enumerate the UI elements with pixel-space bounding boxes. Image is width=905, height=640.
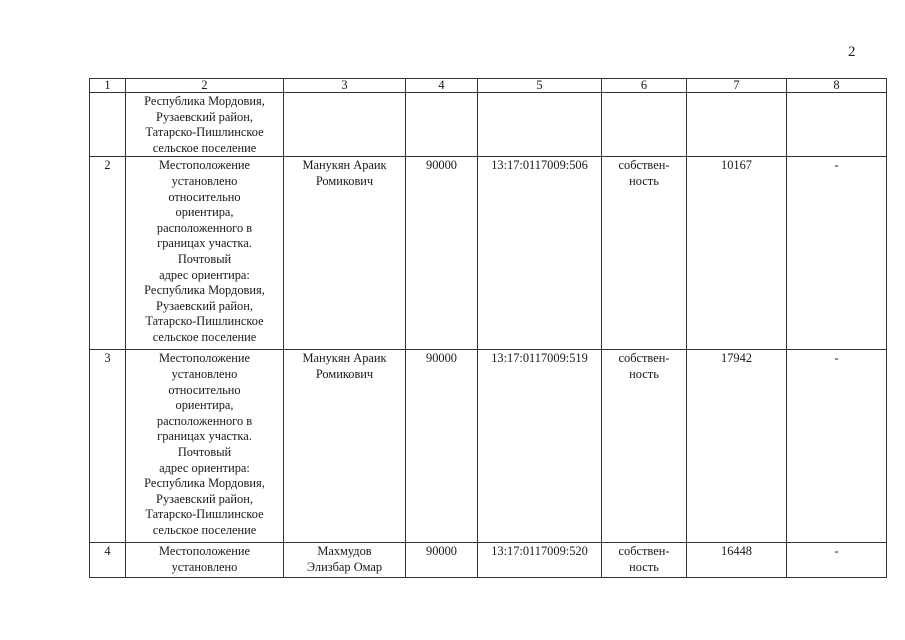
- address-line: Республика Мордовия,: [144, 476, 265, 491]
- col7-cell: 16448: [687, 543, 787, 578]
- row-number-cell: 2: [90, 157, 126, 350]
- col8-cell: -: [787, 157, 887, 350]
- owner-cell: [284, 350, 406, 543]
- cadastral-cell: 13:17:0117009:519: [478, 350, 602, 543]
- col7-cell: [687, 93, 787, 157]
- address-line: сельское поселение: [152, 522, 257, 537]
- address-line: Республика Мордовия,: [144, 283, 265, 298]
- address-line: сельское поселение: [152, 329, 257, 344]
- col7-cell: 17942: [687, 350, 787, 543]
- address-line: установлено: [171, 173, 238, 188]
- address-line: ориентира,: [175, 205, 234, 220]
- right-type-line: собствен-: [618, 351, 670, 366]
- cadastral-cell: 13:17:0117009:506: [478, 157, 602, 350]
- cadastral-cell: [478, 93, 602, 157]
- table-row-continuation: [90, 93, 887, 157]
- owner-line: Ромикович: [315, 366, 374, 381]
- address-cell: [126, 157, 284, 350]
- right-type-cell: [602, 157, 687, 350]
- table-row: [90, 157, 887, 350]
- owner-line: Махмудов: [317, 544, 372, 559]
- land-register-table: [89, 78, 887, 578]
- right-type-line: ность: [629, 173, 659, 188]
- column-header: 6: [602, 79, 687, 93]
- address-line: границах участка.: [157, 236, 252, 251]
- address-line: Местоположение: [159, 351, 250, 366]
- table-header-row: [90, 79, 887, 93]
- column-header: 8: [787, 79, 887, 93]
- row-number-cell: [90, 93, 126, 157]
- address-line: расположенного в: [156, 413, 253, 428]
- address-line: Республика Мордовия,: [144, 94, 265, 108]
- col8-cell: [787, 93, 887, 157]
- right-type-line: собствен-: [618, 544, 670, 559]
- address-line: расположенного в: [156, 220, 253, 235]
- area-cell: 90000: [406, 157, 478, 350]
- address-line: Рузаевский район,: [156, 491, 253, 506]
- address-line: Татарско-Пишлинское: [145, 507, 264, 522]
- address-line: адрес ориентира:: [159, 460, 250, 475]
- address-line: Рузаевский район,: [156, 298, 253, 313]
- table-row: [90, 350, 887, 543]
- address-line: Местоположение: [159, 158, 250, 173]
- address-line: адрес ориентира:: [159, 267, 250, 282]
- right-type-cell: [602, 350, 687, 543]
- column-header: 2: [126, 79, 284, 93]
- address-line: границах участка.: [157, 429, 252, 444]
- owner-line: Ромикович: [315, 173, 374, 188]
- address-line: Почтовый: [177, 251, 232, 266]
- address-line: Почтовый: [177, 444, 232, 459]
- address-cell: [126, 543, 284, 578]
- address-line: относительно: [168, 189, 241, 204]
- col8-cell: -: [787, 543, 887, 578]
- owner-line: Манукян Араик: [302, 351, 387, 366]
- owner-cell: [284, 157, 406, 350]
- address-cell: [126, 93, 284, 157]
- column-header: 3: [284, 79, 406, 93]
- col7-cell: 10167: [687, 157, 787, 350]
- row-number-cell: 3: [90, 350, 126, 543]
- row-number-cell: 4: [90, 543, 126, 578]
- address-line: относительно: [168, 382, 241, 397]
- right-type-line: собствен-: [618, 158, 670, 173]
- cadastral-cell: 13:17:0117009:520: [478, 543, 602, 578]
- address-cell: [126, 350, 284, 543]
- address-line: установлено: [171, 366, 238, 381]
- area-cell: [406, 93, 478, 157]
- area-cell: 90000: [406, 350, 478, 543]
- owner-line: Элизбар Омар: [306, 559, 383, 574]
- right-type-line: ность: [629, 366, 659, 381]
- column-header: 4: [406, 79, 478, 93]
- area-cell: 90000: [406, 543, 478, 578]
- right-type-cell: [602, 93, 687, 157]
- address-line: ориентира,: [175, 398, 234, 413]
- address-line: Татарско-Пишлинское: [145, 314, 264, 329]
- address-line: Татарско-Пишлинское: [145, 125, 264, 140]
- right-type-cell: [602, 543, 687, 578]
- column-header: 1: [90, 79, 126, 93]
- owner-line: Манукян Араик: [302, 158, 387, 173]
- table-row: [90, 543, 887, 578]
- column-header: 5: [478, 79, 602, 93]
- page-number: 2: [848, 44, 856, 60]
- col8-cell: -: [787, 350, 887, 543]
- right-type-line: ность: [629, 559, 659, 574]
- owner-cell: [284, 93, 406, 157]
- address-line: Рузаевский район,: [156, 109, 253, 124]
- address-line: установлено: [171, 559, 238, 574]
- column-header: 7: [687, 79, 787, 93]
- address-line: сельское поселение: [152, 140, 257, 155]
- address-line: Местоположение: [159, 544, 250, 559]
- owner-cell: [284, 543, 406, 578]
